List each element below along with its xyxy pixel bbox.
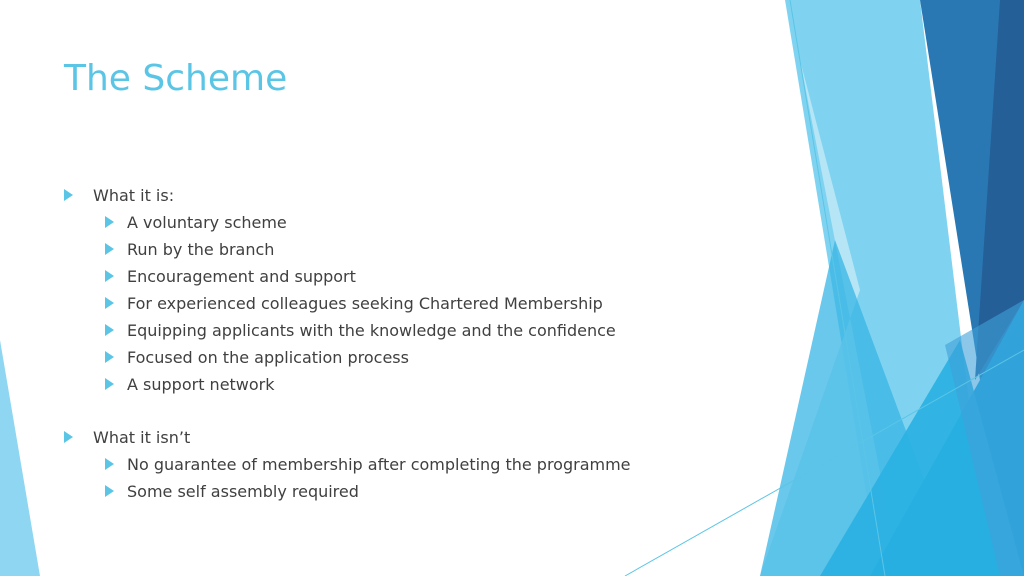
triangle-right-icon	[64, 431, 73, 443]
triangle-right-icon	[64, 189, 73, 201]
sub-bullet-text: Some self assembly required	[127, 482, 359, 501]
bullet-heading: What it isn’t	[93, 428, 191, 447]
sub-bullet	[105, 263, 356, 290]
sub-bullet-text: No guarantee of membership after completing the programme	[127, 455, 631, 474]
bullet-what-it-is	[64, 182, 174, 209]
sub-bullet-text: Run by the branch	[127, 240, 275, 259]
triangle-right-icon	[105, 297, 114, 309]
bullet-heading: What it is:	[93, 186, 175, 205]
bullet-what-it-isnt	[64, 424, 190, 451]
triangle-right-icon	[105, 324, 114, 336]
triangle-right-icon	[105, 458, 114, 470]
sub-bullet-text: Encouragement and support	[127, 267, 356, 286]
page-title: The Scheme	[64, 58, 288, 99]
sub-bullet-text: Equipping applicants with the knowledge and the confidence	[127, 321, 616, 340]
sub-bullet	[105, 371, 275, 398]
triangle-right-icon	[105, 243, 114, 255]
sub-bullet	[105, 209, 287, 236]
sub-bullet	[105, 290, 603, 317]
sub-bullet	[105, 478, 359, 505]
sub-bullet-text: A voluntary scheme	[127, 213, 287, 232]
left-edge-shape	[0, 340, 40, 576]
triangle-right-icon	[105, 485, 114, 497]
sub-bullet	[105, 344, 409, 371]
triangle-right-icon	[105, 378, 114, 390]
sub-bullet	[105, 317, 616, 344]
sub-bullet-text: A support network	[127, 375, 275, 394]
sub-bullet-text: Focused on the application process	[127, 348, 409, 367]
triangle-right-icon	[105, 270, 114, 282]
sub-bullet-text: For experienced colleagues seeking Chartered Membership	[127, 294, 603, 313]
sub-bullet	[105, 451, 631, 478]
triangle-right-icon	[105, 216, 114, 228]
triangle-right-icon	[105, 351, 114, 363]
sub-bullet	[105, 236, 274, 263]
